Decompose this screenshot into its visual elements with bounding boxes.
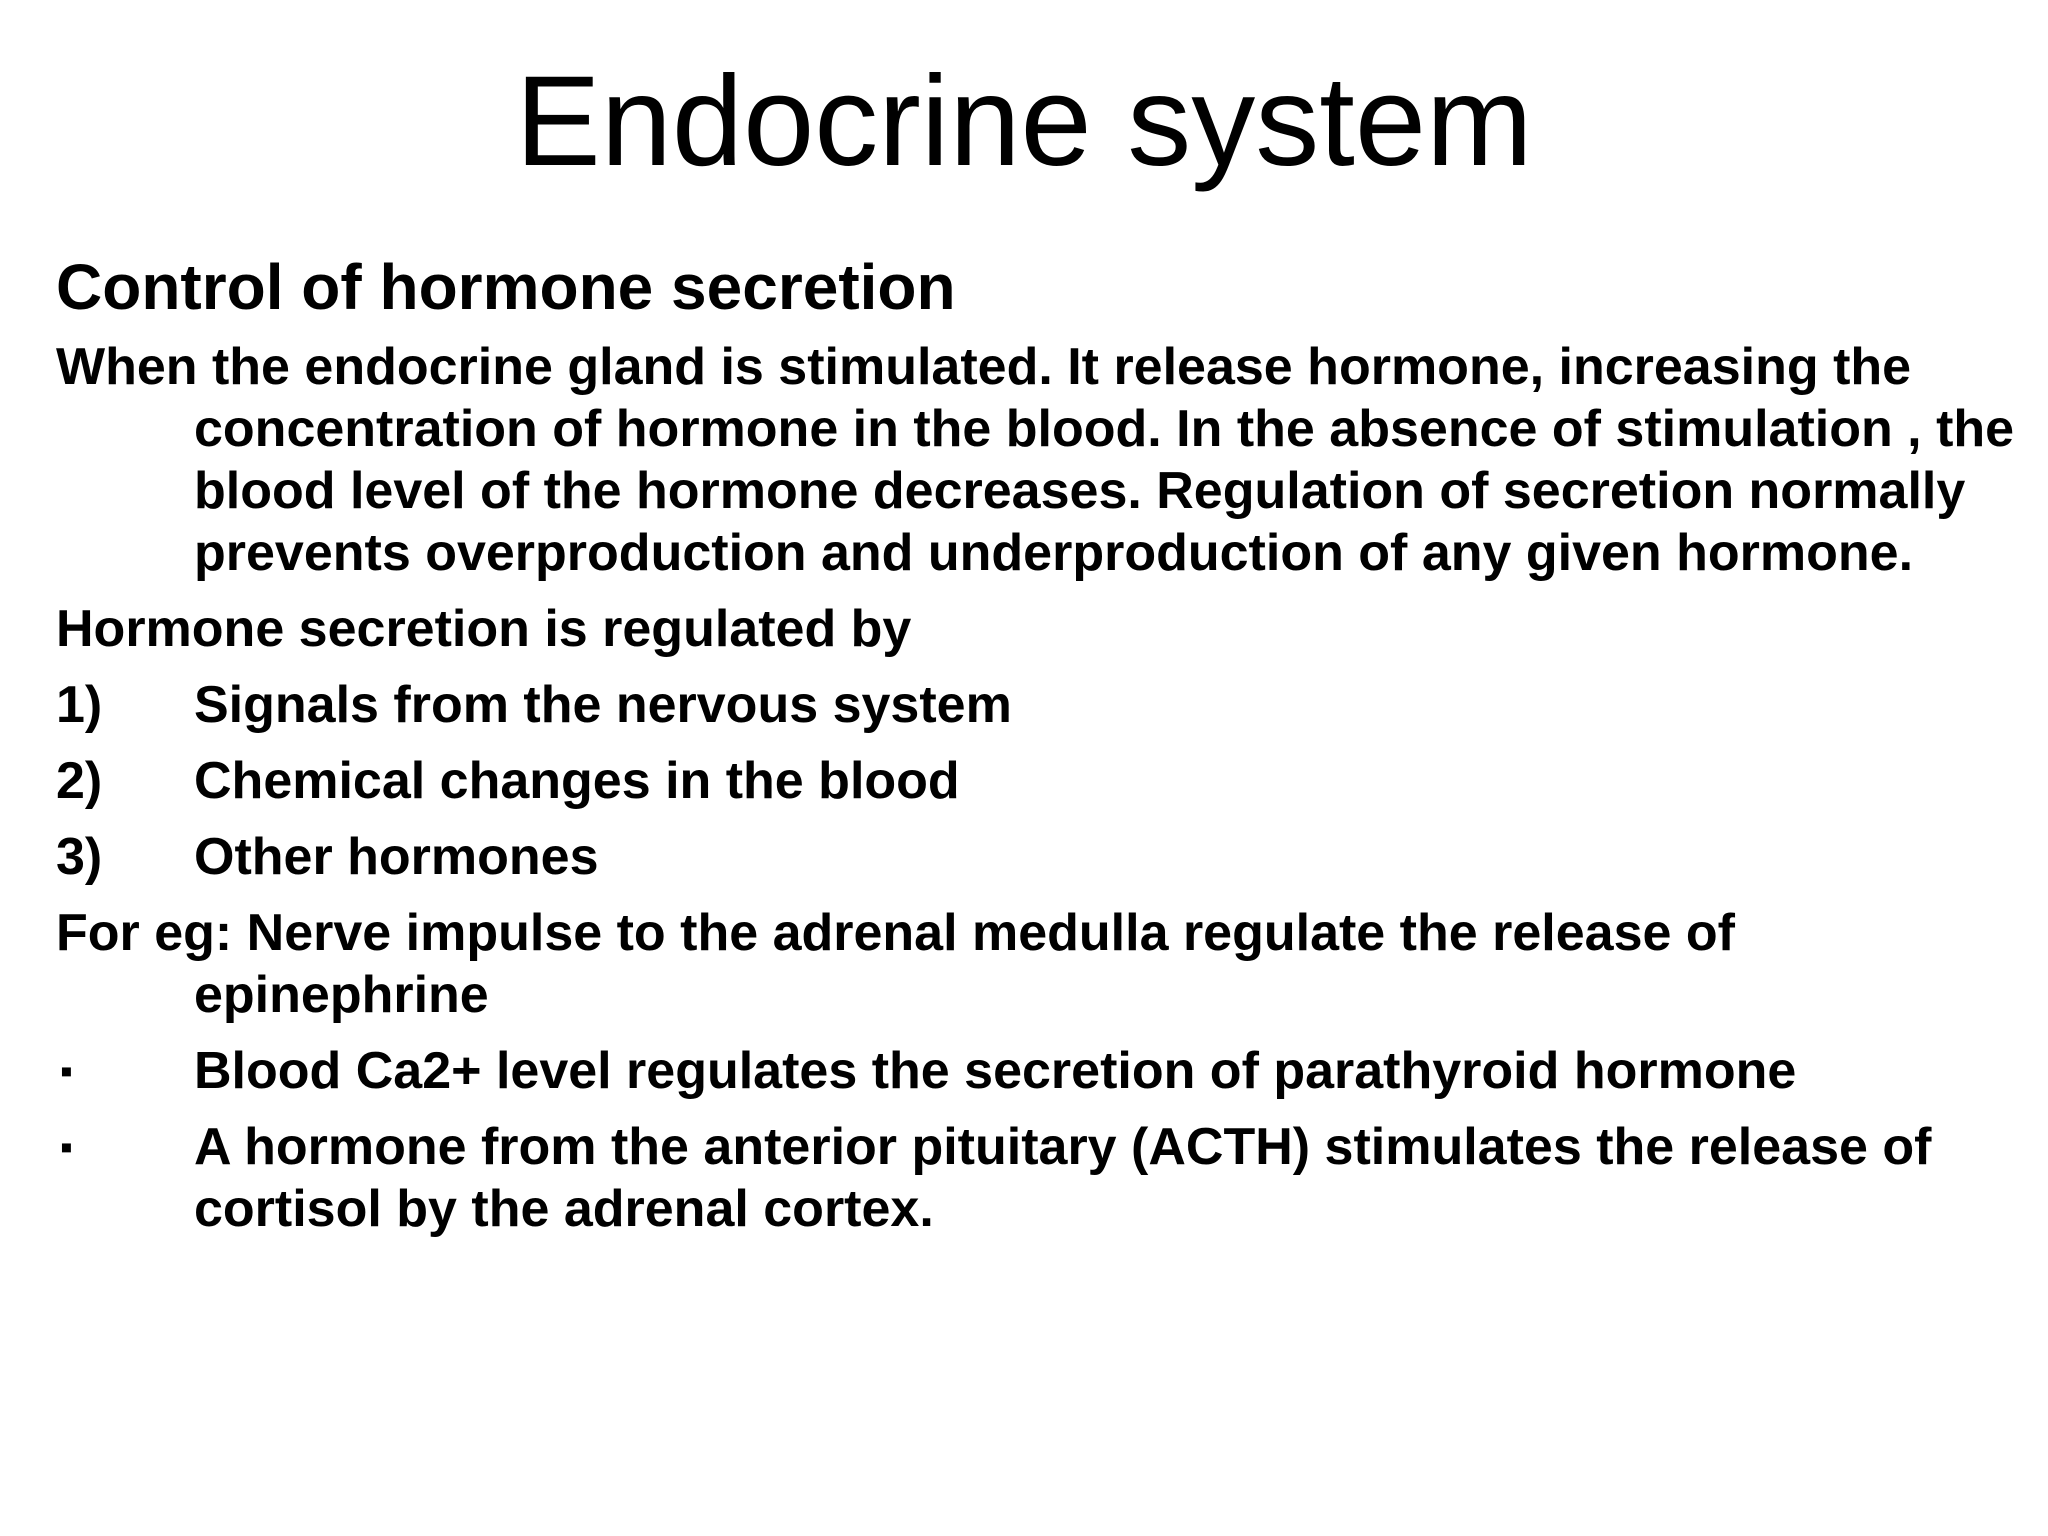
numbered-item [56,674,2016,736]
numbered-item-marker: 3) [56,828,103,886]
square-bullet-icon: ▪ [60,1050,73,1091]
numbered-item-text: Signals from the nervous system [194,676,1012,734]
numbered-item-text: Other hormones [194,828,599,886]
bullet-item [56,1116,2016,1240]
example-paragraph: For eg: Nerve impulse to the adrenal medulla regulate the release of epinephrine [56,904,1735,1024]
intro-paragraph: When the endocrine gland is stimulated. It release hormone, increasing the concentration of hormone in the blood. In the absence of stimulation , the blood level of the hormone decreases. Regulation of secretion normally prevents overproduction and underproduction of any given hormone. [56,338,2015,582]
bullet-item-text: Blood Ca2+ level regulates the secretion of parathyroid hormone [194,1042,1797,1100]
numbered-item-marker: 2) [56,752,103,810]
slide-title: Endocrine system [515,50,1533,193]
section-heading: Control of hormone secretion [56,251,956,323]
bullet-item [56,1040,2016,1102]
regulated-by-label: Hormone secretion is regulated by [56,600,912,658]
numbered-item-text: Chemical changes in the blood [194,752,960,810]
numbered-item [56,826,2016,888]
numbered-item-marker: 1) [56,676,103,734]
bullet-item-text: A hormone from the anterior pituitary (ACTH) stimulates the release of cortisol by the adrenal cortex. [194,1118,1932,1238]
square-bullet-icon: ▪ [60,1126,73,1167]
numbered-item [56,750,2016,812]
slide-body [56,250,2016,1254]
